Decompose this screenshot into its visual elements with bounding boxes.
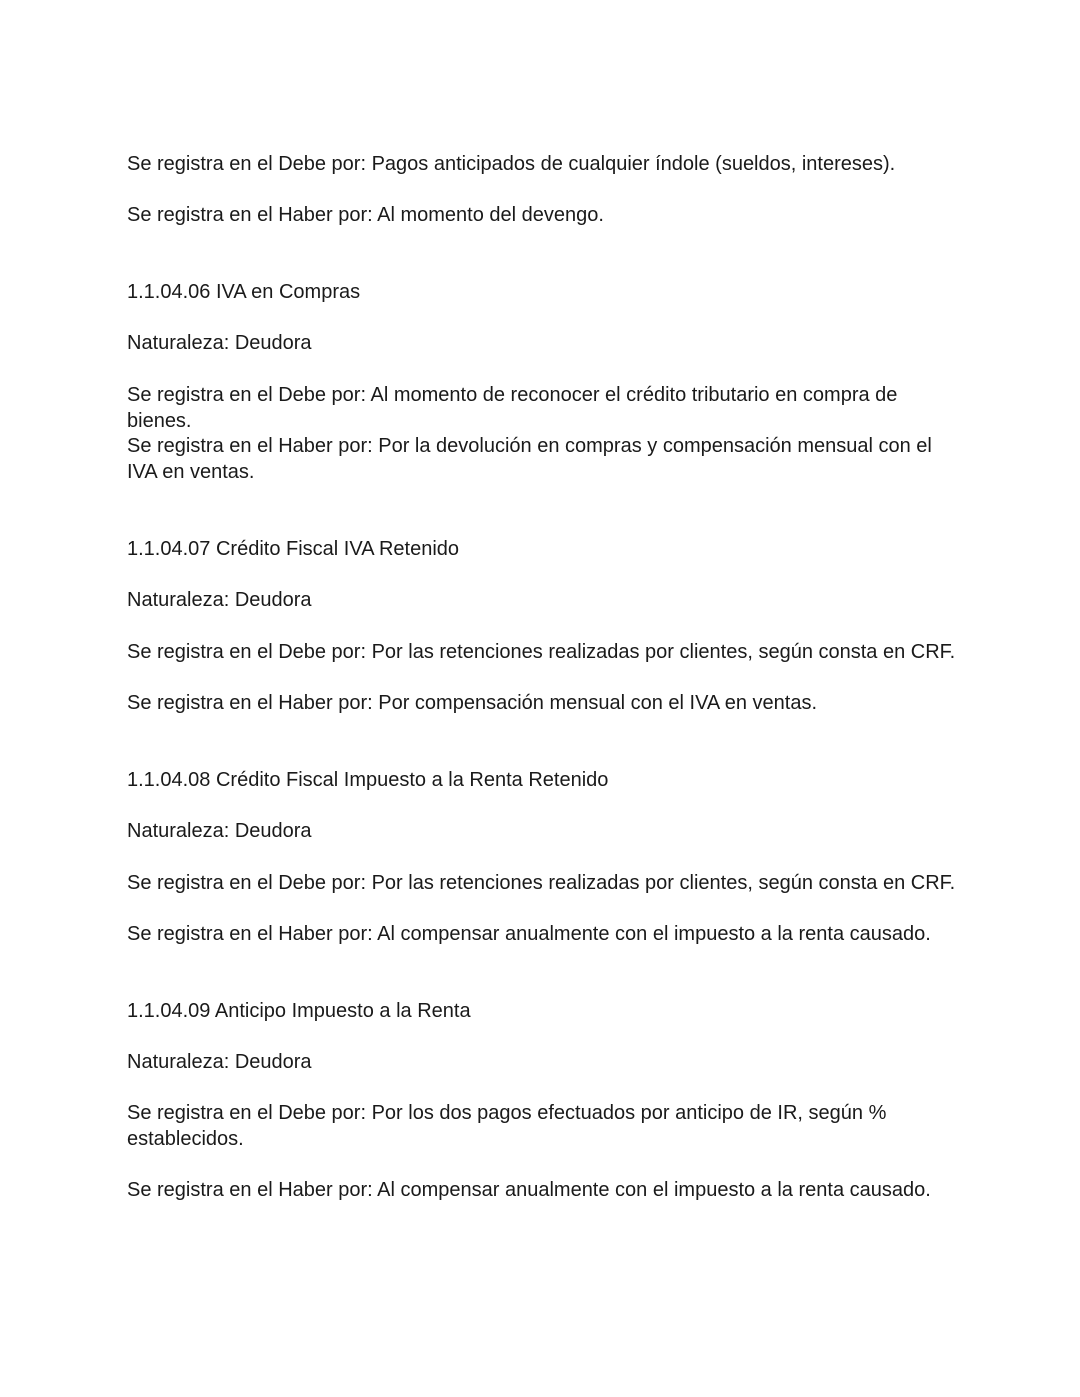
intro-haber: Se registra en el Haber por: Al momento del devengo. [127,204,604,226]
section-title: 1.1.04.09 Anticipo Impuesto a la Renta [127,1000,471,1022]
section-debe: Se registra en el Debe por: Al momento de reconocer el crédito tributario en compra de bienes. [127,384,898,432]
section-title: 1.1.04.07 Crédito Fiscal IVA Retenido [127,538,460,560]
section-title: 1.1.04.08 Crédito Fiscal Impuesto a la Renta Retenido [127,769,609,791]
section-haber: Se registra en el Haber por: Al compensar anualmente con el impuesto a la renta causado. [127,923,931,945]
section-naturaleza: Naturaleza: Deudora [127,589,312,611]
section-haber: Se registra en el Haber por: Al compensar anualmente con el impuesto a la renta causado. [127,1179,931,1201]
section-naturaleza: Naturaleza: Deudora [127,332,312,354]
section-naturaleza: Naturaleza: Deudora [127,1051,312,1073]
section-title: 1.1.04.06 IVA en Compras [127,281,361,303]
section-debe: Se registra en el Debe por: Por las retenciones realizadas por clientes, según consta en CRF. [127,641,956,663]
intro-debe: Se registra en el Debe por: Pagos anticipados de cualquier índole (sueldos, intereses). [127,153,896,175]
section-naturaleza: Naturaleza: Deudora [127,820,312,842]
section-debe: Se registra en el Debe por: Por las retenciones realizadas por clientes, según consta en CRF. [127,872,956,894]
section-debe: Se registra en el Debe por: Por los dos pagos efectuados por anticipo de IR, según % establecidos. [127,1102,887,1150]
section-haber: Se registra en el Haber por: Por compensación mensual con el IVA en ventas. [127,692,818,714]
section-haber: Se registra en el Haber por: Por la devolución en compras y compensación mensual con el IVA en ventas. [127,435,932,483]
